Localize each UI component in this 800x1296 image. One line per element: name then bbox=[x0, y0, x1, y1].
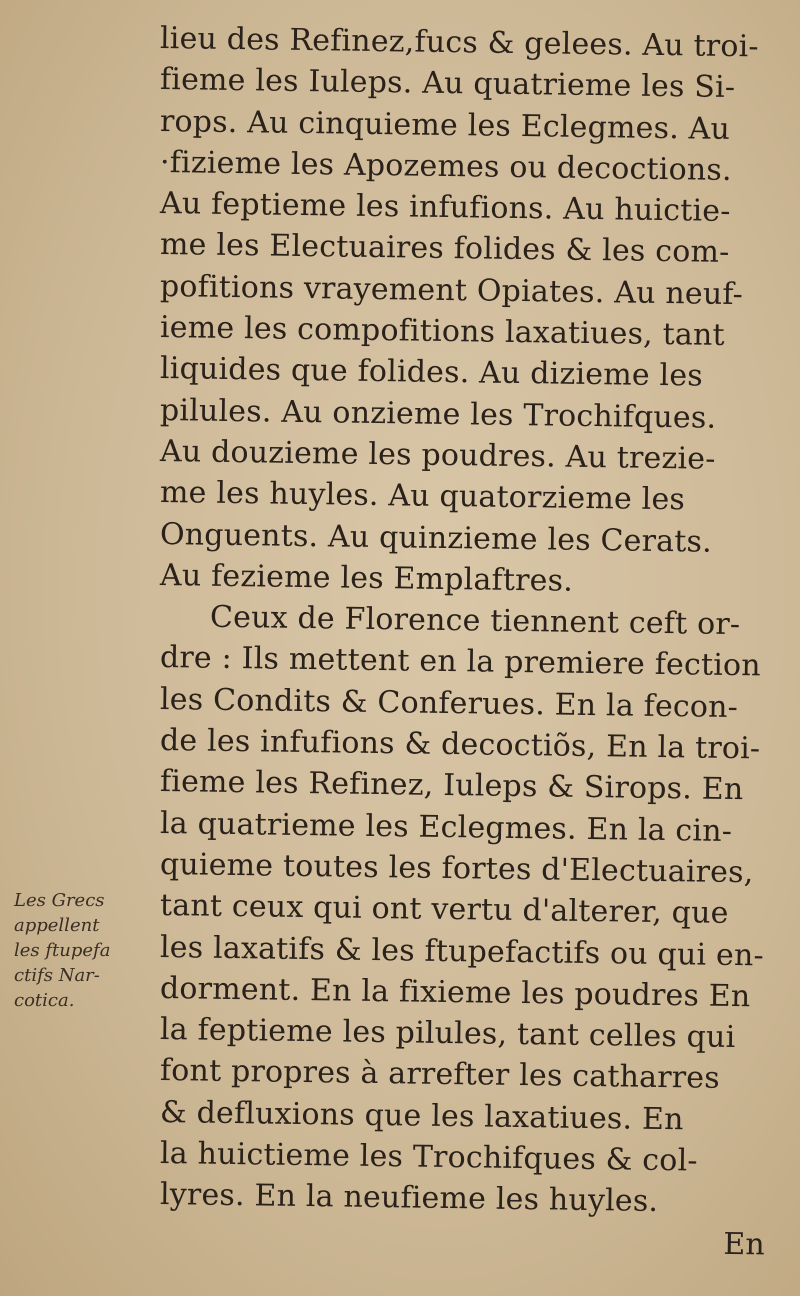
text-line: fieme les Iuleps. Au quatrieme les Si- bbox=[159, 62, 736, 106]
text-line: tant ceux qui ont vertu d'alterer, que bbox=[159, 888, 729, 932]
text-line: la feptieme les pilules, tant celles qui bbox=[159, 1012, 736, 1056]
text-line: me les huyles. Au quatorzieme les bbox=[159, 475, 686, 518]
text-line: lieu des Refinez,fucs & gelees. Au troi- bbox=[159, 21, 759, 65]
text-line: la quatrieme les Eclegmes. En la cin- bbox=[159, 805, 733, 849]
margin-note bbox=[14, 888, 154, 1013]
margin-note-line: ctifs Nar- bbox=[14, 965, 100, 986]
text-line: font propres à arrefter les catharres bbox=[159, 1053, 721, 1097]
text-line: Au feptieme les infufions. Au huictie- bbox=[159, 186, 731, 230]
text-line: lyres. En la neufieme les huyles. bbox=[159, 1177, 659, 1220]
text-line: les laxatifs & les ftupefactifs ou qui en- bbox=[159, 929, 765, 973]
text-line: Onguents. Au quinzieme les Cerats. bbox=[159, 516, 713, 560]
text-line: Au fezieme les Emplaftres. bbox=[159, 557, 574, 599]
text-line: dre : Ils mettent en la premiere fection bbox=[159, 640, 762, 684]
text-line: les Condits & Conferues. En la fecon- bbox=[159, 681, 739, 725]
margin-note-line: appellent bbox=[14, 915, 100, 936]
text-line: ieme les compofitions laxatiues, tant bbox=[159, 310, 726, 353]
text-line: & defluxions que les laxatiues. En bbox=[159, 1094, 684, 1138]
text-line: de les infufions & decoctiõs, En la troi- bbox=[159, 723, 761, 767]
text-line: rops. Au cinquieme les Eclegmes. Au bbox=[159, 103, 731, 147]
text-line: liquides que folides. Au dizieme les bbox=[159, 351, 704, 394]
text-line: dorment. En la fixieme les poudres En bbox=[159, 970, 751, 1015]
text-line: pofitions vrayement Opiates. Au neuf- bbox=[159, 268, 744, 312]
margin-note-line: Les Grecs bbox=[14, 890, 105, 911]
paragraph-start-line: Ceux de Florence tiennent ceft or- bbox=[209, 599, 741, 643]
text-line: Au douzieme les poudres. Au trezie- bbox=[159, 433, 716, 477]
margin-note-line: cotica. bbox=[14, 990, 75, 1011]
margin-note-line: les ftupefa bbox=[14, 940, 111, 961]
catchword: En bbox=[723, 1226, 766, 1263]
main-text bbox=[159, 18, 775, 1263]
text-line: pilules. Au onzieme les Trochifques. bbox=[159, 392, 717, 436]
text-line: la huictieme les Trochifques & col- bbox=[159, 1136, 698, 1179]
text-line: ·fizieme les Apozemes ou decoctions. bbox=[159, 144, 732, 188]
text-line: me les Electuaires folides & les com- bbox=[159, 227, 730, 271]
text-line: fieme les Refinez, Iuleps & Sirops. En bbox=[159, 764, 744, 808]
text-line: quieme toutes les fortes d'Electuaires, bbox=[159, 846, 754, 891]
